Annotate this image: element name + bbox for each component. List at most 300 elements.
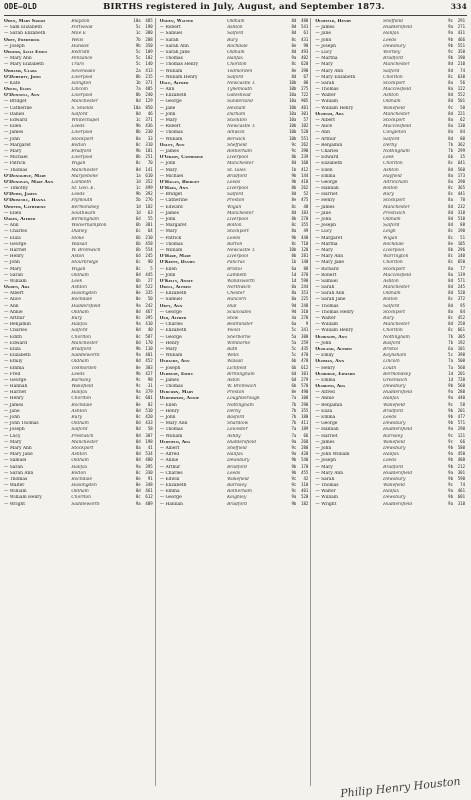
entry-volume: 6d: [291, 376, 297, 382]
entry-page: 520: [301, 494, 309, 500]
entry-name: — Benjamin: [315, 402, 343, 408]
entry-district: Wigan: [383, 235, 398, 241]
entry-district: Leeds: [71, 371, 85, 377]
entry-page: 560: [457, 166, 465, 172]
entry-name: — Fred: [4, 371, 21, 377]
entry-volume: 8a: [135, 135, 141, 141]
entry-page: 296: [457, 246, 465, 252]
entry-volume: 8d: [291, 191, 297, 197]
entry-volume: 8e: [135, 296, 141, 302]
index-entry: [160, 18, 309, 24]
index-entry: [160, 185, 309, 191]
index-entry: [315, 259, 465, 265]
index-entry: [4, 408, 153, 414]
entry-volume: 8e: [135, 475, 141, 481]
entry-volume: 1d: [135, 203, 141, 209]
entry-volume: 8b: [448, 246, 453, 252]
entry-volume: 8a: [448, 117, 453, 122]
entry-page: 601: [457, 494, 465, 500]
entry-page: 455: [301, 469, 309, 475]
entry-volume: 7b: [448, 333, 453, 339]
entry-district: Plymouth: [71, 198, 93, 204]
entry-volume: 9b: [291, 469, 297, 475]
entry-name: — Sarah Ann: [315, 291, 345, 297]
index-entry: [4, 296, 153, 302]
index-entry: [315, 191, 465, 197]
entry-volume: 9a: [448, 426, 453, 432]
entry-name: — Robert: [315, 272, 337, 278]
entry-page: 440: [457, 395, 465, 401]
entry-volume: 8d: [135, 98, 141, 104]
index-entry: [160, 98, 309, 104]
entry-district: Marylebone: [71, 173, 98, 179]
entry-district: W. Bromwich: [71, 247, 101, 253]
entry-volume: 9b: [448, 407, 453, 413]
entry-page: 445: [145, 271, 153, 277]
entry-page: 301: [301, 110, 309, 116]
entry-volume: 6c: [135, 259, 141, 265]
entry-name: — William: [315, 99, 338, 105]
entry-district: Basford: [383, 340, 401, 346]
index-entry: [4, 185, 153, 191]
entry-page: 208: [145, 36, 153, 42]
entry-page: 477: [457, 414, 465, 419]
entry-volume: 8c: [291, 240, 297, 246]
entry-volume: 9b: [291, 234, 297, 240]
entry-volume: 9d: [291, 308, 297, 314]
entry-district: Walsall: [227, 359, 243, 365]
entry-page: 630: [457, 73, 465, 79]
entry-district: Sheffield: [227, 142, 247, 148]
entry-name: — John: [4, 136, 20, 142]
index-entry: [160, 30, 309, 36]
entry-page: 139: [457, 271, 465, 277]
entry-district: Bolton: [383, 297, 398, 303]
entry-volume: 8b: [135, 129, 141, 135]
entry-page: 467: [145, 308, 153, 314]
index-entry: [4, 86, 153, 92]
entry-volume: 8d: [448, 284, 453, 290]
entry-district: Dudley: [71, 229, 88, 235]
entry-name: — Mary: [4, 439, 22, 445]
entry-name: — Hannah: [159, 501, 183, 507]
entry-page: 612: [301, 364, 309, 370]
entry-page: 475: [301, 197, 309, 203]
entry-page: 418: [301, 178, 309, 184]
entry-district: Congleton: [383, 130, 407, 136]
entry-name: — Mary Ann: [315, 68, 344, 74]
entry-volume: 8a: [448, 129, 453, 135]
entry-page: 372: [457, 296, 465, 302]
entry-volume: 10a: [289, 92, 297, 98]
entry-district: Barton: [227, 241, 243, 247]
entry-district: Dewsbury: [383, 495, 406, 501]
entry-page: 401: [301, 488, 309, 494]
entry-name: — James: [159, 377, 179, 383]
entry-volume: 8d: [291, 209, 297, 215]
entry-district: Oldham: [71, 421, 89, 427]
entry-page: 401: [145, 352, 153, 358]
entry-volume: 7b: [291, 420, 297, 426]
entry-district: Gateshead: [227, 93, 251, 99]
entry-page: 105: [457, 240, 465, 246]
entry-name: — Joseph: [315, 223, 337, 229]
index-entry: [160, 346, 309, 352]
index-entry: [160, 61, 309, 67]
entry-page: 52: [303, 191, 309, 197]
handwritten-signature: Philip Henry Houston: [339, 774, 462, 800]
entry-name: Oakes, Alfred: [4, 217, 36, 222]
index-entry: [4, 191, 153, 197]
entry-district: Stockport: [227, 229, 249, 235]
entry-name: Okell, Alfred: [159, 285, 191, 291]
entry-name: — Margaret: [159, 223, 187, 229]
entry-volume: 9c: [291, 147, 297, 153]
entry-volume: 8d: [135, 339, 141, 345]
entry-volume: 9a: [135, 321, 141, 327]
entry-district: Wigan: [227, 204, 242, 210]
entry-name: — Mary Elizabeth: [315, 74, 356, 80]
entry-name: Ogle, Alfred: [159, 80, 189, 86]
entry-name: — Thomas: [315, 87, 339, 93]
index-entry: [160, 321, 309, 327]
entry-volume: 8c: [448, 327, 453, 333]
index-entry: [315, 371, 465, 377]
entry-page: 62: [460, 117, 465, 122]
entry-district: Barnsley: [227, 483, 247, 489]
entry-district: Salford: [71, 427, 88, 433]
entry-district: Prestwich: [383, 210, 406, 216]
index-entry: [160, 445, 309, 451]
index-entry: [315, 426, 465, 432]
index-entry: [160, 105, 309, 111]
entry-page: 554: [145, 246, 153, 252]
entry-page: 461: [145, 488, 153, 494]
entry-name: — Ellen: [4, 124, 22, 130]
entry-name: Oldfield, Ada: [159, 439, 191, 445]
index-entry: [160, 235, 309, 241]
entry-volume: 6d: [135, 253, 141, 259]
entry-district: Rochdale: [383, 241, 404, 247]
entry-district: Oldham: [227, 49, 245, 55]
entry-volume: 8d: [135, 420, 141, 426]
entry-name: — Edith: [4, 334, 22, 340]
entry-name: Oldfield, Henry: [315, 19, 352, 24]
index-entry: [4, 136, 153, 142]
index-entry: [315, 334, 465, 340]
entry-name: — Mary: [159, 346, 178, 352]
entry-name: Ogden, Walter: [159, 19, 193, 24]
entry-volume: 7a: [291, 432, 297, 438]
index-entry: [4, 290, 153, 296]
entry-name: — Thomas: [159, 384, 183, 390]
index-entry: [315, 148, 465, 154]
entry-page: 452: [457, 315, 465, 320]
entry-volume: 9b: [135, 191, 141, 197]
index-entry: [160, 278, 309, 284]
index-entry: [4, 266, 153, 272]
entry-district: Derby: [383, 142, 397, 148]
entry-district: Rochdale: [71, 476, 93, 482]
entry-volume: 9b: [448, 414, 453, 419]
index-entry: [4, 55, 153, 61]
entry-page: 350: [145, 42, 153, 48]
entry-district: Liverpool: [227, 217, 249, 222]
entry-page: 258: [457, 321, 465, 327]
entry-volume: 10a: [289, 98, 297, 104]
entry-name: — William: [159, 247, 183, 253]
index-entry: [315, 501, 465, 507]
entry-volume: 6b: [135, 222, 141, 228]
entry-name: — Sarah: [315, 285, 335, 291]
entry-name: — Walter: [315, 93, 336, 99]
entry-name: — Mary: [159, 118, 178, 123]
index-entry: [160, 253, 309, 259]
entry-volume: 9c: [135, 383, 141, 389]
index-entry: [315, 457, 465, 463]
entry-volume: 8a: [291, 290, 297, 296]
index-entry: [315, 105, 465, 111]
index-entry: [315, 142, 465, 148]
entry-name: — John William: [315, 452, 350, 458]
entry-page: 710: [301, 240, 309, 246]
entry-district: Altrincham: [383, 179, 408, 185]
entry-district: Louth: [383, 365, 397, 371]
entry-name: — Mary Ann: [4, 445, 32, 451]
index-entry: [4, 488, 153, 494]
entry-district: Liverpool: [71, 155, 93, 161]
index-entry: [315, 117, 465, 123]
entry-page: 91: [147, 475, 153, 481]
entry-district: Birmingham: [227, 371, 255, 377]
entry-volume: 8c: [448, 228, 453, 234]
index-entry: [315, 222, 465, 228]
entry-name: Oden, Mary Sarah: [4, 19, 45, 24]
entry-volume: 8c: [448, 191, 453, 197]
entry-volume: 8d: [448, 203, 453, 209]
entry-page: 395: [145, 463, 153, 469]
entry-volume: 8c: [135, 333, 141, 339]
entry-page: 390: [301, 67, 309, 73]
entry-district: Wortley: [383, 49, 401, 55]
entry-district: Lincoln: [383, 359, 400, 365]
entry-district: Rochdale: [71, 402, 93, 408]
entry-district: Nottingham: [383, 148, 410, 154]
entry-page: 240: [145, 92, 153, 98]
entry-page: 170: [301, 463, 309, 469]
entry-page: 102: [145, 55, 153, 61]
entry-district: Liverpool: [71, 74, 93, 80]
index-entry: [160, 482, 309, 488]
index-entry: [160, 55, 309, 61]
entry-name: — Catherine: [4, 105, 32, 111]
entry-district: Halifax: [383, 396, 400, 402]
entry-volume: 8c: [448, 315, 453, 320]
entry-district: Halifax: [71, 464, 88, 470]
index-entry: [4, 105, 153, 111]
index-entry: [160, 433, 309, 439]
entry-name: Oldershaw, Annie: [159, 396, 200, 402]
entry-page: 210: [457, 61, 465, 67]
entry-name: — Jane: [315, 210, 331, 216]
entry-page: 140: [457, 253, 465, 259]
index-entry: [315, 92, 465, 98]
entry-page: 610: [145, 172, 153, 178]
entry-district: Stoke: [71, 235, 85, 241]
entry-name: — Ellen: [159, 266, 177, 272]
index-entry: [315, 296, 465, 302]
entry-district: Bradford: [227, 173, 247, 179]
entry-district: Keighley: [227, 495, 247, 501]
entry-volume: 1c: [135, 30, 141, 36]
entry-volume: 9b: [448, 475, 453, 481]
entry-volume: 9b: [448, 383, 453, 389]
index-entry: [160, 123, 309, 129]
entry-page: 380: [145, 30, 153, 36]
entry-page: 485: [145, 86, 153, 92]
index-entry: [160, 426, 309, 432]
entry-page: 310: [301, 308, 309, 314]
index-entry: [160, 136, 309, 142]
index-entry: [315, 228, 465, 234]
entry-volume: 8d: [135, 457, 141, 463]
entry-name: — Thomas Henry: [159, 62, 199, 68]
entry-page: 590: [457, 475, 465, 481]
entry-district: Huddersfield: [227, 439, 257, 445]
entry-district: Dewsbury: [383, 476, 406, 482]
index-entry: [315, 352, 465, 358]
index-entry: [160, 259, 309, 265]
entry-volume: 8d: [448, 216, 453, 221]
entry-page: 27: [147, 277, 153, 283]
entry-page: 520: [457, 290, 465, 296]
entry-volume: 9a: [135, 463, 141, 469]
index-entry: [4, 433, 153, 439]
entry-page: 110: [145, 345, 153, 351]
entry-district: Stockport: [383, 80, 406, 86]
index-entry: [160, 457, 309, 463]
entry-name: O'Doherty, John: [4, 74, 41, 80]
entry-name: — William Henry: [315, 328, 354, 334]
index-entry: [315, 278, 465, 284]
entry-name: — Arthur: [315, 136, 336, 142]
entry-page: 280: [301, 444, 309, 450]
entry-name: — Sarah Ann: [159, 43, 189, 49]
entry-district: Huddersfield: [383, 470, 413, 476]
entry-name: — Catherine: [159, 198, 188, 204]
entry-district: Manchester: [71, 340, 98, 346]
entry-district: Derby: [227, 408, 241, 414]
entry-volume: 9b: [448, 494, 453, 500]
entry-page: 301: [457, 469, 465, 475]
index-entry: [4, 18, 153, 24]
entry-name: — Mary: [4, 148, 22, 154]
index-entry: [4, 74, 153, 80]
entry-district: Oldham: [383, 99, 401, 105]
index-entry: [315, 433, 465, 439]
entry-page: 551: [457, 42, 465, 48]
entry-volume: 6b: [448, 154, 453, 160]
entry-page: 395: [145, 315, 153, 320]
entry-district: Leeds: [383, 458, 397, 464]
entry-volume: 8e: [291, 389, 297, 395]
index-entry: [315, 377, 465, 383]
entry-district: Wakefield: [383, 105, 405, 111]
entry-name: — William Henry: [4, 495, 42, 501]
entry-name: O'Hare, Mary: [159, 254, 191, 260]
entry-volume: 9c: [448, 432, 453, 438]
entry-volume: 8d: [448, 222, 453, 228]
entry-name: O'Keefe, Daniel: [159, 260, 196, 266]
index-entry: [4, 259, 153, 265]
index-entry: [4, 148, 153, 154]
index-entry: [4, 334, 153, 340]
entry-page: 49: [303, 228, 309, 234]
entry-page: 433: [145, 420, 153, 426]
index-entry: [160, 488, 309, 494]
index-entry: [160, 395, 309, 401]
entry-name: — William: [4, 489, 27, 495]
index-entry: [4, 98, 153, 104]
entry-page: 144: [301, 172, 309, 178]
entry-page: 192: [457, 339, 465, 345]
entry-volume: 7b: [291, 407, 297, 413]
entry-page: 307: [145, 432, 153, 438]
entry-district: Bolton: [383, 186, 398, 192]
entry-district: Wells: [71, 37, 84, 43]
entry-volume: 9a: [135, 352, 141, 358]
index-entry: [315, 340, 465, 346]
entry-page: 190: [457, 55, 465, 61]
index-entry: [4, 457, 153, 463]
index-entry: [4, 358, 153, 364]
entry-district: Leeds: [71, 192, 85, 198]
page-title: BIRTHS registered in July, August, and September 1873.: [103, 2, 385, 12]
index-entry: [315, 37, 465, 43]
entry-name: — Hannah: [315, 186, 339, 192]
entry-district: Wakefield: [383, 439, 405, 445]
index-entry: [4, 253, 153, 259]
entry-page: 661: [457, 327, 465, 333]
entry-volume: 1d: [135, 178, 141, 184]
index-entry: [4, 167, 153, 173]
entry-name: — Emma: [315, 415, 336, 420]
entry-district: Oldham: [71, 309, 89, 315]
entry-district: W. Bromwich: [227, 384, 257, 390]
index-entry: [315, 129, 465, 135]
entry-volume: 6d: [135, 216, 141, 221]
entry-district: Berwick: [227, 136, 246, 142]
entry-district: Dewsbury: [227, 458, 250, 464]
index-entry: [4, 30, 153, 36]
index-entry: [4, 321, 153, 327]
entry-district: Runcorn: [227, 297, 247, 303]
entry-name: — William: [315, 495, 338, 501]
entry-name: — John: [315, 37, 332, 43]
index-entry: [315, 327, 465, 333]
entry-page: 290: [301, 401, 309, 407]
entry-district: Haslingden: [71, 291, 97, 297]
index-entry: [160, 494, 309, 500]
index-entry: [160, 204, 309, 210]
entry-page: 215: [145, 73, 153, 79]
entry-name: — Sarah: [4, 272, 23, 278]
index-entry: [160, 86, 309, 92]
entry-district: Chorlton: [383, 328, 403, 334]
entry-name: — James: [315, 204, 335, 210]
entry-volume: 9a: [448, 469, 453, 475]
entry-volume: 8d: [448, 166, 453, 172]
